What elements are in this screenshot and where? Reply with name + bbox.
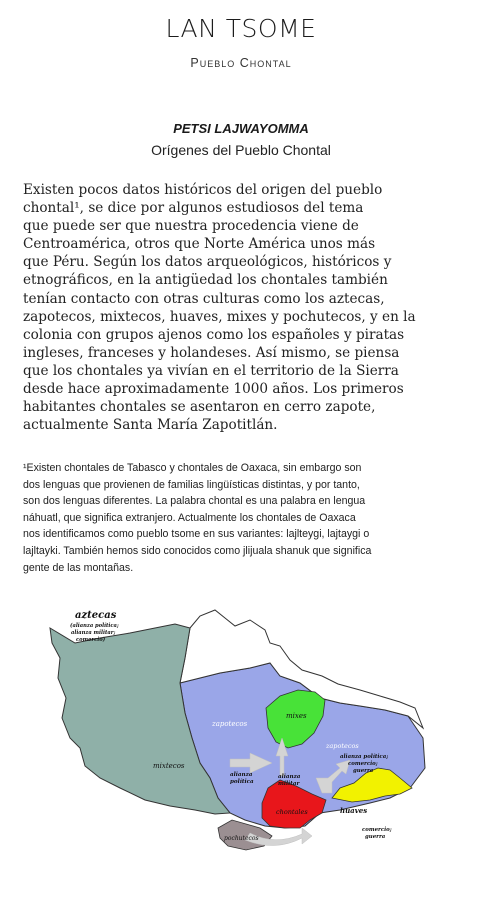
page-title: LAN TSOME: [165, 14, 317, 43]
zapotecos-label: zapotecos: [212, 720, 248, 728]
body-paragraph: [23, 181, 461, 434]
footnote-line: náhuatl, que significa extranjero. Actualmente los chontales de Oaxaca: [23, 511, 356, 524]
huaves-note-2: guerra: [365, 834, 386, 840]
footnote: [23, 460, 463, 576]
alianza-militar-label-1: alianza: [278, 774, 301, 780]
aztecas-note-3: comercio): [76, 637, 106, 643]
alianza-politica-label-2: política: [230, 779, 254, 785]
body-line: colonia con grupos ajenos como los españoles y piratas: [23, 326, 405, 343]
aztecas-note-2: alianza militar;: [71, 630, 116, 636]
body-line: que puede ser que nuestra procedencia viene de: [23, 218, 359, 235]
footnote-line: gente de las montañas.: [23, 561, 134, 574]
body-line: Centroamérica, otros que Norte América unos más: [23, 236, 376, 253]
body-line: que Péru. Según los datos arqueológicos, históricos y: [23, 254, 392, 271]
footnote-line: dos lenguas que provienen de familias lingüísticas distintas, y por tanto,: [23, 478, 360, 491]
body-line: etnográficos, en la antigüedad los chontales también: [23, 272, 388, 289]
body-line: chontal¹, se dice por algunos estudiosos del tema: [23, 200, 364, 217]
section-subtitle: Orígenes del Pueblo Chontal: [151, 142, 331, 158]
huaves-note-1: comercio;: [362, 827, 392, 833]
body-line: desde hace aproximadamente 1000 años. Los primeros: [23, 381, 404, 398]
footnote-line: nos identificamos como pueblo tsome en sus variantes: lajlteygi, lajtaygi o: [23, 528, 370, 541]
footnote-line: ¹Existen chontales de Tabasco y chontales de Oaxaca, sin embargo son: [23, 462, 362, 474]
zapotecos-east-label: zapotecos: [326, 742, 359, 750]
oaxaca-map: [40, 588, 450, 873]
alianza-politica-label-1: alianza: [230, 772, 253, 778]
mixtecos-label: mixtecos: [153, 762, 185, 770]
aztecas-note-1: (alianza política;: [70, 623, 119, 629]
zapotecos-east-note-1: alianza política;: [340, 754, 389, 760]
footnote-line: son dos lenguas diferentes. La palabra chontal es una palabra en lengua: [23, 495, 366, 508]
alianza-militar-label-2: militar: [278, 781, 300, 787]
footnote-line: lajltayki. También hemos sido conocidos como jlijuala shanuk que significa: [23, 544, 372, 557]
body-line: ingleses, franceses y holandeses. Así mismo, se piensa: [23, 344, 400, 361]
pochutecos-label: pochutecos: [224, 835, 259, 842]
page-subtitle: Pueblo Chontal: [190, 56, 292, 70]
zapotecos-east-note-2: comercio;: [348, 761, 378, 767]
body-line: tenían contacto con otras culturas como los aztecas,: [23, 290, 385, 307]
body-line: zapotecos, mixtecos, huaves, mixes y pochutecos, y en la: [23, 308, 416, 325]
zapotecos-east-note-3: guerra: [353, 768, 374, 774]
section-title: PETSI LAJWAYOMMA: [173, 121, 309, 136]
body-line: actualmente Santa María Zapotitlán.: [23, 417, 278, 434]
huaves-label: huaves: [340, 806, 368, 815]
mixes-label: mixes: [286, 712, 307, 720]
body-line: habitantes chontales se asentaron en cerro zapote,: [23, 399, 376, 416]
aztecas-label: aztecas: [75, 610, 117, 621]
chontales-label: chontales: [276, 808, 308, 816]
body-line: que los chontales ya vivían en el territorio de la Sierra: [23, 362, 399, 379]
body-line: Existen pocos datos históricos del origen del pueblo: [23, 182, 383, 198]
